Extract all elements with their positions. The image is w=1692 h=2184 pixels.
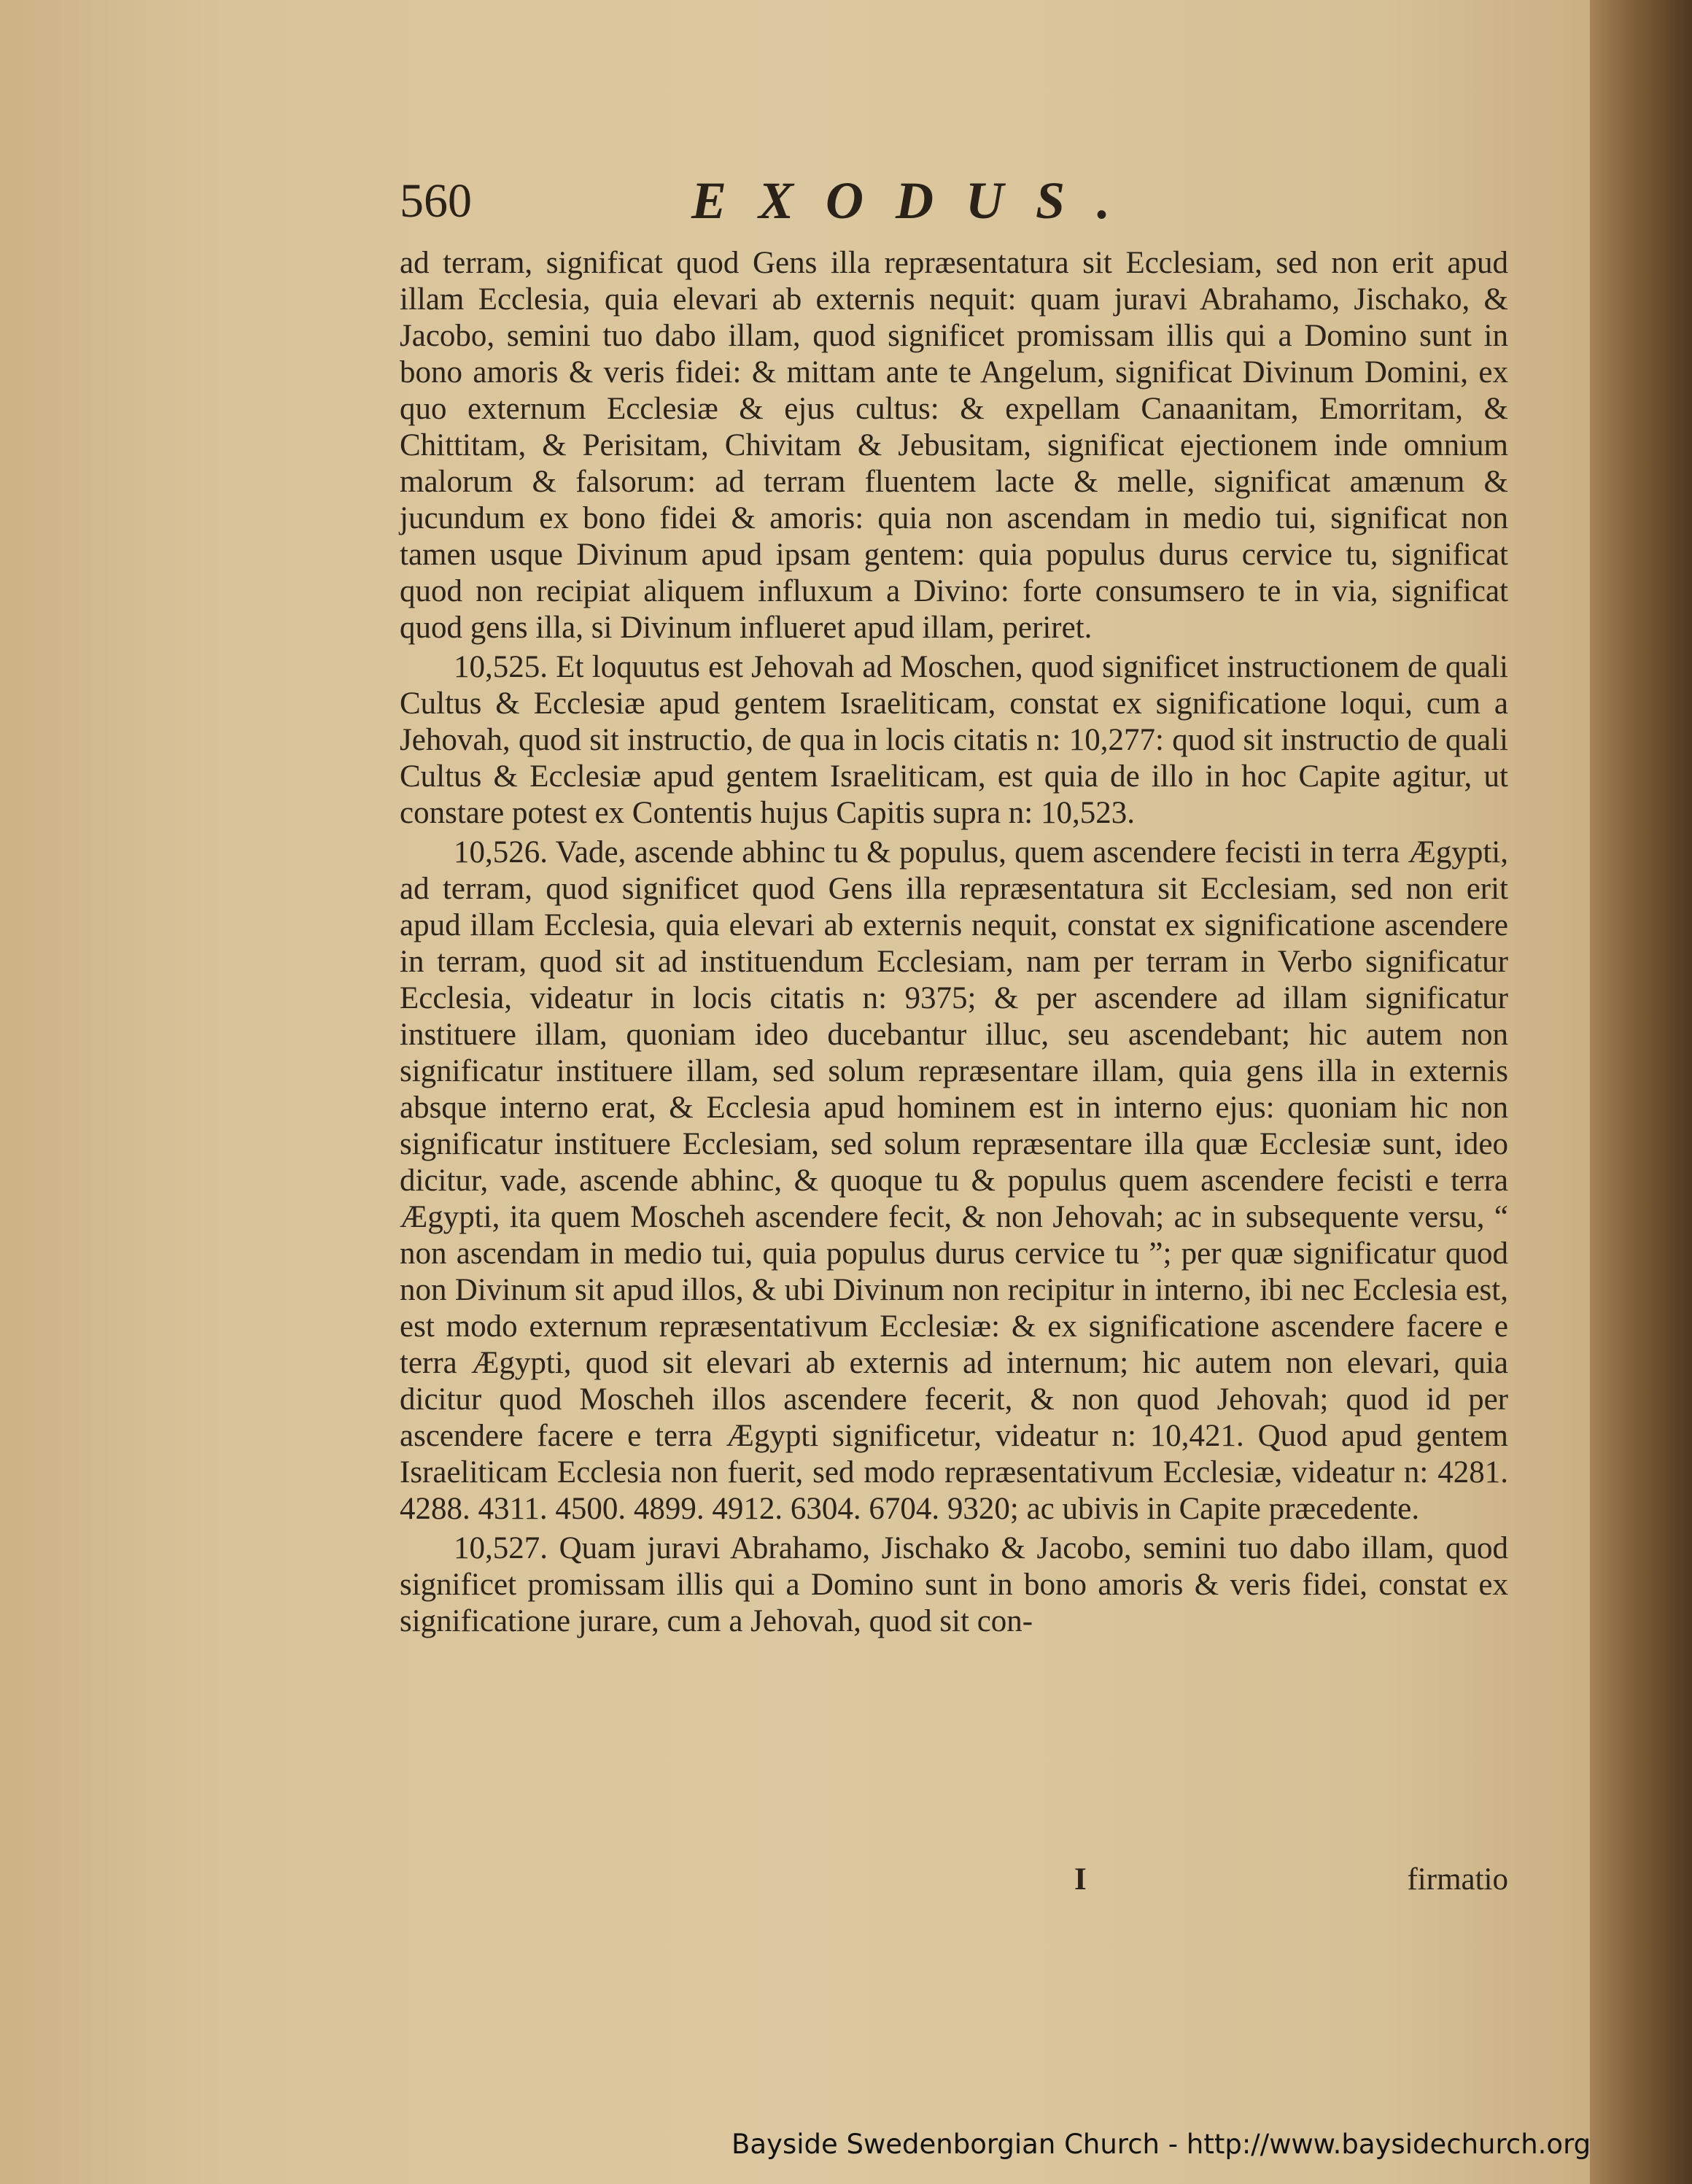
catchword: firmatio — [1407, 1862, 1508, 1897]
paragraph-10526: 10,526. Vade, ascende abhinc tu & populus, quem ascendere fecisti in terra Ægypti, ad terram, quod significet quod Gens illa repræsentatura sit Ecclesiam, sed non erit apud illam Ecclesia, quia elevari ab externis nequit, constat ex significatione ascendere in terram, quod sit ad instituendum Ecclesiam, nam per terram in Verbo significatur Ecclesia, videatur in locis citatis n: 9375; & per ascendere ad illam significatur instituere illam, quoniam ideo ducebantur illuc, seu ascendebant; hic autem non significatur instituere illam, sed solum repræsentare illam, quia gens illa in externis absque interno erat, & Ecclesia apud hominem est in interno ejus: quoniam hic non significatur instituere Ecclesiam, sed solum repræsentare illa quæ Ecclesiæ sunt, ideo dicitur, vade, ascende abhinc, & quoque tu & populus quem ascendere fecisti e terra Ægypti, ita quem Moscheh ascendere fecit, & non Jehovah; ac in subsequente versu, “ non ascendam in medio tui, quia populus durus cervice tu ”; per quæ significatur quod non Divinum sit apud illos, & ubi Divinum non recipitur in interno, ibi nec Ecclesia est, est modo externum repræsentativum Ecclesiæ: & ex significatione ascendere facere e terra Ægypti, quod sit elevari ab externis ad internum; hic autem non elevari, quia dicitur quod Moscheh illos ascendere fecerit, & non quod Jehovah; quod id per ascendere facere e terra Ægypti significetur, videatur n: 10,421. Quod apud gentem Israeliticam Ecclesia non fuerit, sed modo repræsentativum Ecclesiæ, videatur n: 4281. 4288. 4311. 4500. 4899. 4912. 6304. 6704. 9320; ac ubivis in Capite præcedente. — [400, 835, 1508, 1526]
running-title: EXODUS. — [691, 171, 1143, 230]
paragraph-continuation: ad terram, significat quod Gens illa repræsentatura sit Ecclesiam, sed non erit apud illam Ecclesia, quia elevari ab externis nequit: quam juravi Abrahamo, Jischako, & Jacobo, semini tuo dabo illam, quod significet promissam illis qui a Domino sunt in bono amoris & veris fidei: & mittam ante te Angelum, significat Divinum Domini, ex quo externum Ecclesiæ & ejus cultus: & expellam Canaanitam, Emorritam, & Chittitam, & Perisitam, Chivitam & Jebusitam, significat ejectionem inde omnium malorum & falsorum: ad terram fluentem lacte & melle, significat amænum & jucundum ex bono fidei & amoris: quia non ascendam in medio tui, significat non tamen usque Divinum apud ipsam gentem: quia populus durus cervice tu, significat quod non recipiat aliquem influxum a Divino: forte consumsero te in via, significat quod gens illa, si Divinum influeret apud illam, periret. — [400, 246, 1508, 645]
catchline — [400, 1862, 1508, 1898]
paragraph-10525: 10,525. Et loquutus est Jehovah ad Moschen, quod significet instructionem de quali Cultus & Ecclesiæ apud gentem Israeliticam, constat ex significatione loqui, cum a Jehovah, quod sit instructio, de qua in locis citatis n: 10,277: quod sit instructio de quali Cultus & Ecclesiæ apud gentem Israeliticam, est quia de illo in hoc Capite agitur, ut constare potest ex Contentis hujus Capitis supra n: 10,523. — [400, 650, 1508, 830]
body-text — [400, 245, 1508, 1640]
paragraph-10527: 10,527. Quam juravi Abrahamo, Jischako & Jacobo, semini tuo dabo illam, quod significet promissam illis qui a Domino sunt in bono amoris & veris fidei, constat ex significatione jurare, cum a Jehovah, quod sit con- — [400, 1531, 1508, 1638]
signature-mark: I — [1074, 1862, 1087, 1897]
page-header — [400, 171, 1552, 239]
book-gutter — [1590, 0, 1692, 2184]
page-number: 560 — [400, 174, 472, 228]
footer-credit: Bayside Swedenborgian Church - http://www.baysidechurch.org — [731, 2129, 1591, 2160]
